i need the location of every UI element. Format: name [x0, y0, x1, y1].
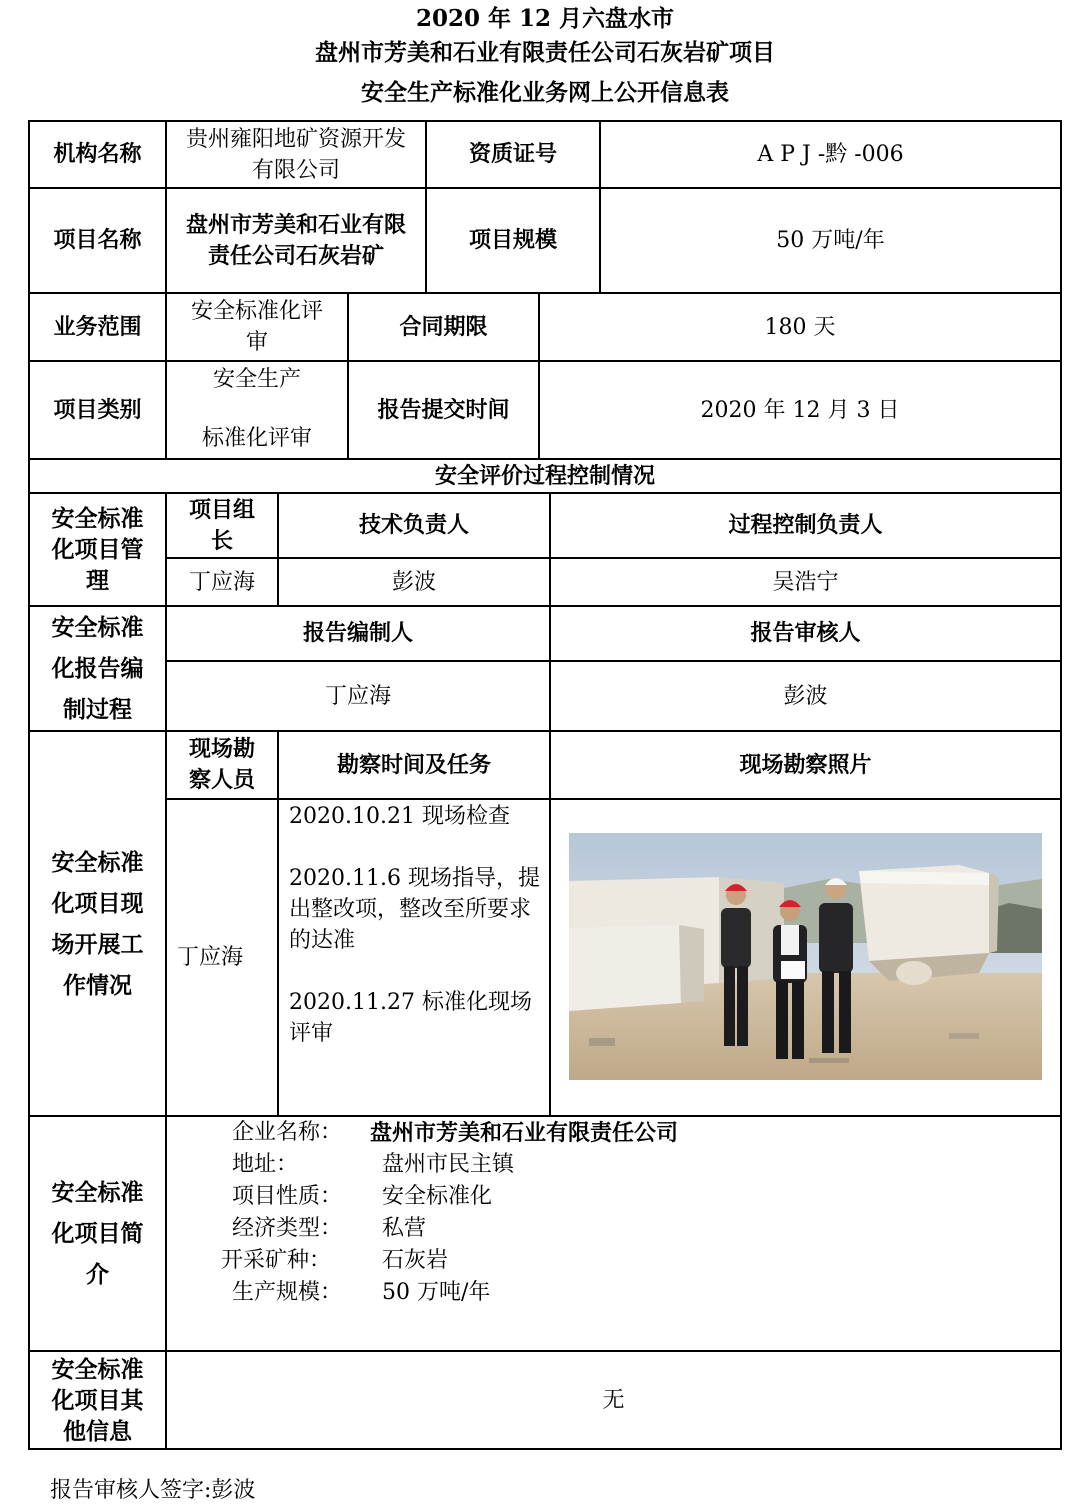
reviewer-header: 报告审核人	[750, 620, 861, 646]
surveyor-header: 现场勘察人员	[188, 736, 255, 793]
control-header: 过程控制负责人	[728, 512, 883, 538]
category-value	[167, 362, 347, 458]
nature-value: 安全标准化	[382, 1184, 493, 1209]
other-label: 安全标准化项目其他信息	[51, 1355, 144, 1445]
scope-label: 业务范围	[53, 313, 142, 340]
control-name: 吴浩宁	[772, 569, 839, 595]
task-item: 2020.11.27 标准化现场评审	[289, 990, 532, 1046]
address-label: 地址：	[232, 1152, 299, 1177]
category-line-1: 安全生产	[212, 367, 301, 392]
leader-header: 项目组长	[188, 496, 255, 554]
mgmt-label: 安全标准化项目管理	[51, 505, 144, 594]
submit-value: 2020 年 12 月 3 日	[700, 397, 900, 423]
mineral-value: 石灰岩	[382, 1248, 449, 1273]
scale-label: 项目规模	[468, 227, 557, 253]
tech-header: 技术负责人	[358, 512, 469, 538]
economy-value: 私营	[382, 1216, 427, 1241]
scope-value: 安全标准化评审	[190, 299, 323, 355]
cert-label: 资质证号	[468, 141, 557, 167]
company-label: 企业名称：	[232, 1120, 343, 1145]
mineral-label: 开采矿种：	[221, 1248, 332, 1273]
doc-title-project: 盘州市芳美和石业有限责任公司石灰岩矿项目	[315, 39, 775, 66]
task-header: 勘察时间及任务	[336, 751, 491, 778]
profile-label: 安全标准化项目简介	[51, 1179, 144, 1288]
category-line-2: 标准化评审	[201, 426, 312, 451]
task-item: 2020.10.21 现场检查	[289, 804, 510, 829]
nature-label: 项目性质：	[232, 1184, 343, 1209]
site-label: 安全标准化项目现场开展工作情况	[51, 848, 144, 999]
org-value: 贵州雍阳地矿资源开发有限公司	[185, 126, 406, 183]
reviewer-signature: 报告审核人签字:彭波	[50, 1478, 256, 1503]
term-value: 180 天	[764, 314, 836, 340]
project-value: 盘州市芳美和石业有限责任公司石灰岩矿	[185, 211, 406, 269]
capacity-value: 50 万吨/年	[382, 1280, 491, 1305]
other-value: 无	[602, 1387, 625, 1413]
report-label: 安全标准化报告编制过程	[51, 614, 144, 723]
submit-label: 报告提交时间	[377, 396, 510, 423]
author-header: 报告编制人	[302, 620, 413, 646]
author-name: 丁应海	[324, 683, 391, 709]
reviewer-name: 彭波	[783, 683, 828, 709]
section-title: 安全评价过程控制情况	[434, 462, 655, 489]
doc-title-form: 安全生产标准化业务网上公开信息表	[361, 79, 729, 106]
capacity-label: 生产规模：	[232, 1280, 343, 1305]
economy-label: 经济类型：	[232, 1216, 343, 1241]
task-item: 2020.11.6 现场指导，提出整改项，整改至所要求的达准	[289, 866, 540, 953]
leader-name: 丁应海	[188, 569, 255, 595]
cert-value: A P J -黔 -006	[757, 142, 904, 167]
company-value: 盘州市芳美和石业有限责任公司	[370, 1120, 679, 1146]
tech-name: 彭波	[391, 569, 436, 595]
doc-title-date: 2020 年 12 月六盘水市	[415, 5, 675, 32]
surveyor-name: 丁应海	[177, 945, 244, 970]
site-photo	[569, 833, 1042, 1080]
scale-value: 50 万吨/年	[776, 228, 885, 253]
photo-header: 现场勘察照片	[739, 751, 872, 778]
project-label: 项目名称	[53, 227, 142, 253]
task-list	[289, 801, 543, 1049]
term-label: 合同期限	[399, 313, 488, 340]
org-label: 机构名称	[53, 141, 142, 167]
address-value: 盘州市民主镇	[382, 1152, 515, 1177]
category-label: 项目类别	[53, 396, 142, 423]
